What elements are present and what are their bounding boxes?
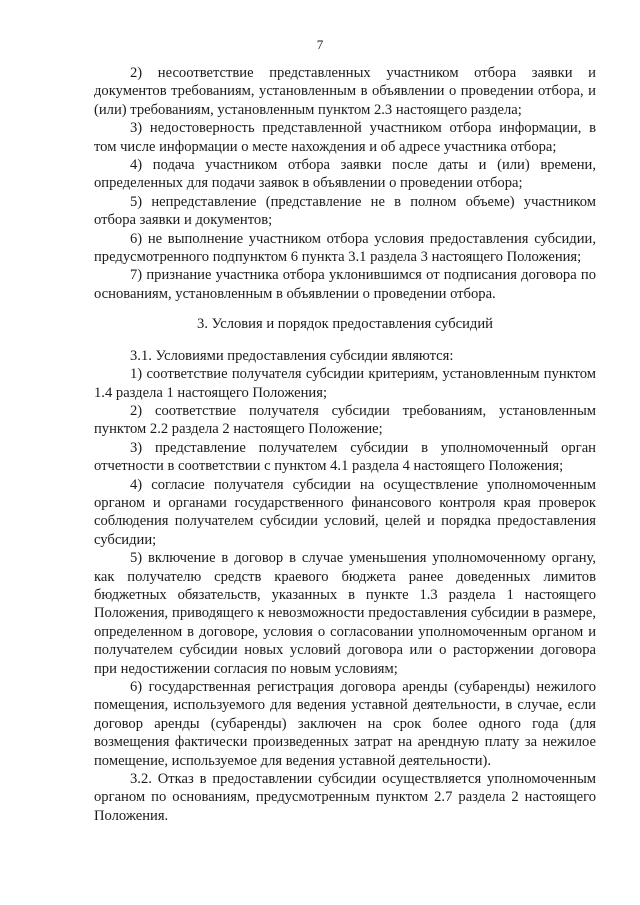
paragraph-reason-7: 7) признание участника отбора уклонившимся от подписания договора по основаниям, установленным в объявлении о проведении отбора. — [94, 267, 596, 302]
paragraph-reason-4: 4) подача участником отбора заявки после даты и (или) времени, определенных для подачи заявок в объявлении о проведении отбора; — [94, 157, 596, 192]
section-heading: 3. Условия и порядок предоставления субсидий — [197, 316, 493, 333]
paragraph-reason-3: 3) недостоверность представленной участником отбора информации, в том числе информации о месте нахождения и об адресе участника отбора; — [94, 120, 596, 155]
paragraph-condition-5: 5) включение в договор в случае уменьшения уполномоченному органу, как получателю средств краевого бюджета ранее доведенных лимитов бюджетных обязательств, указанных в пункте 1.3 раздела 1 настоящего Положения, приводящего к невозможности предоставления субсидии в размере, определенном в договоре, условия о согласовании уполномоченным органом и получателем субсидии новых условий договора или о расторжении договора при недостижении согласия по новым условиям; — [94, 550, 596, 677]
page-number: 7 — [316, 37, 324, 52]
paragraph-condition-1: 1) соответствие получателя субсидии критериям, установленным пунктом 1.4 раздела 1 настоящего Положения; — [94, 366, 596, 401]
paragraph-condition-2: 2) соответствие получателя субсидии требованиям, установленным пунктом 2.2 раздела 2 настоящего Положение; — [94, 402, 596, 438]
document-body — [94, 64, 596, 825]
paragraph-3-2: 3.2. Отказ в предоставлении субсидии осуществляется уполномоченным органом по основаниям, предусмотренным пунктом 2.7 раздела 2 настоящего Положения. — [94, 771, 596, 824]
paragraph-3-1: 3.1. Условиями предоставления субсидии являются: — [130, 347, 454, 364]
paragraph-condition-3: 3) представление получателем субсидии в уполномоченный орган отчетности в соответствии с пунктом 4.1 раздела 4 настоящего Положения; — [94, 439, 596, 475]
paragraph-condition-4: 4) согласие получателя субсидии на осуществление уполномоченным органом и органами государственного финансового контроля края проверок соблюдения получателем субсидии условий, целей и порядка предоставления субсидии; — [94, 476, 596, 548]
paragraph-reason-6: 6) не выполнение участником отбора условия предоставления субсидии, предусмотренного подпунктом 6 пункта 3.1 раздела 3 настоящего Положения; — [94, 230, 596, 266]
paragraph-reason-2: 2) несоответствие представленных участником отбора заявки и документов требованиям, установленным в объявлении о проведении отбора, и (или) требованиям, установленным пунктом 2.3 настоящего раздела; — [94, 65, 596, 118]
paragraph-condition-6: 6) государственная регистрация договора аренды (субаренды) нежилого помещения, используемого для ведения уставной деятельности, в случае, если договор аренды (субаренды) заключен на срок более одного года (для возмещения фактически произведенных затрат на арендную плату за нежилое помещение, используемое для ведения уставной деятельности). — [94, 679, 596, 769]
paragraph-reason-5: 5) непредставление (представление не в полном объеме) участником отбора заявки и документов; — [94, 193, 596, 229]
